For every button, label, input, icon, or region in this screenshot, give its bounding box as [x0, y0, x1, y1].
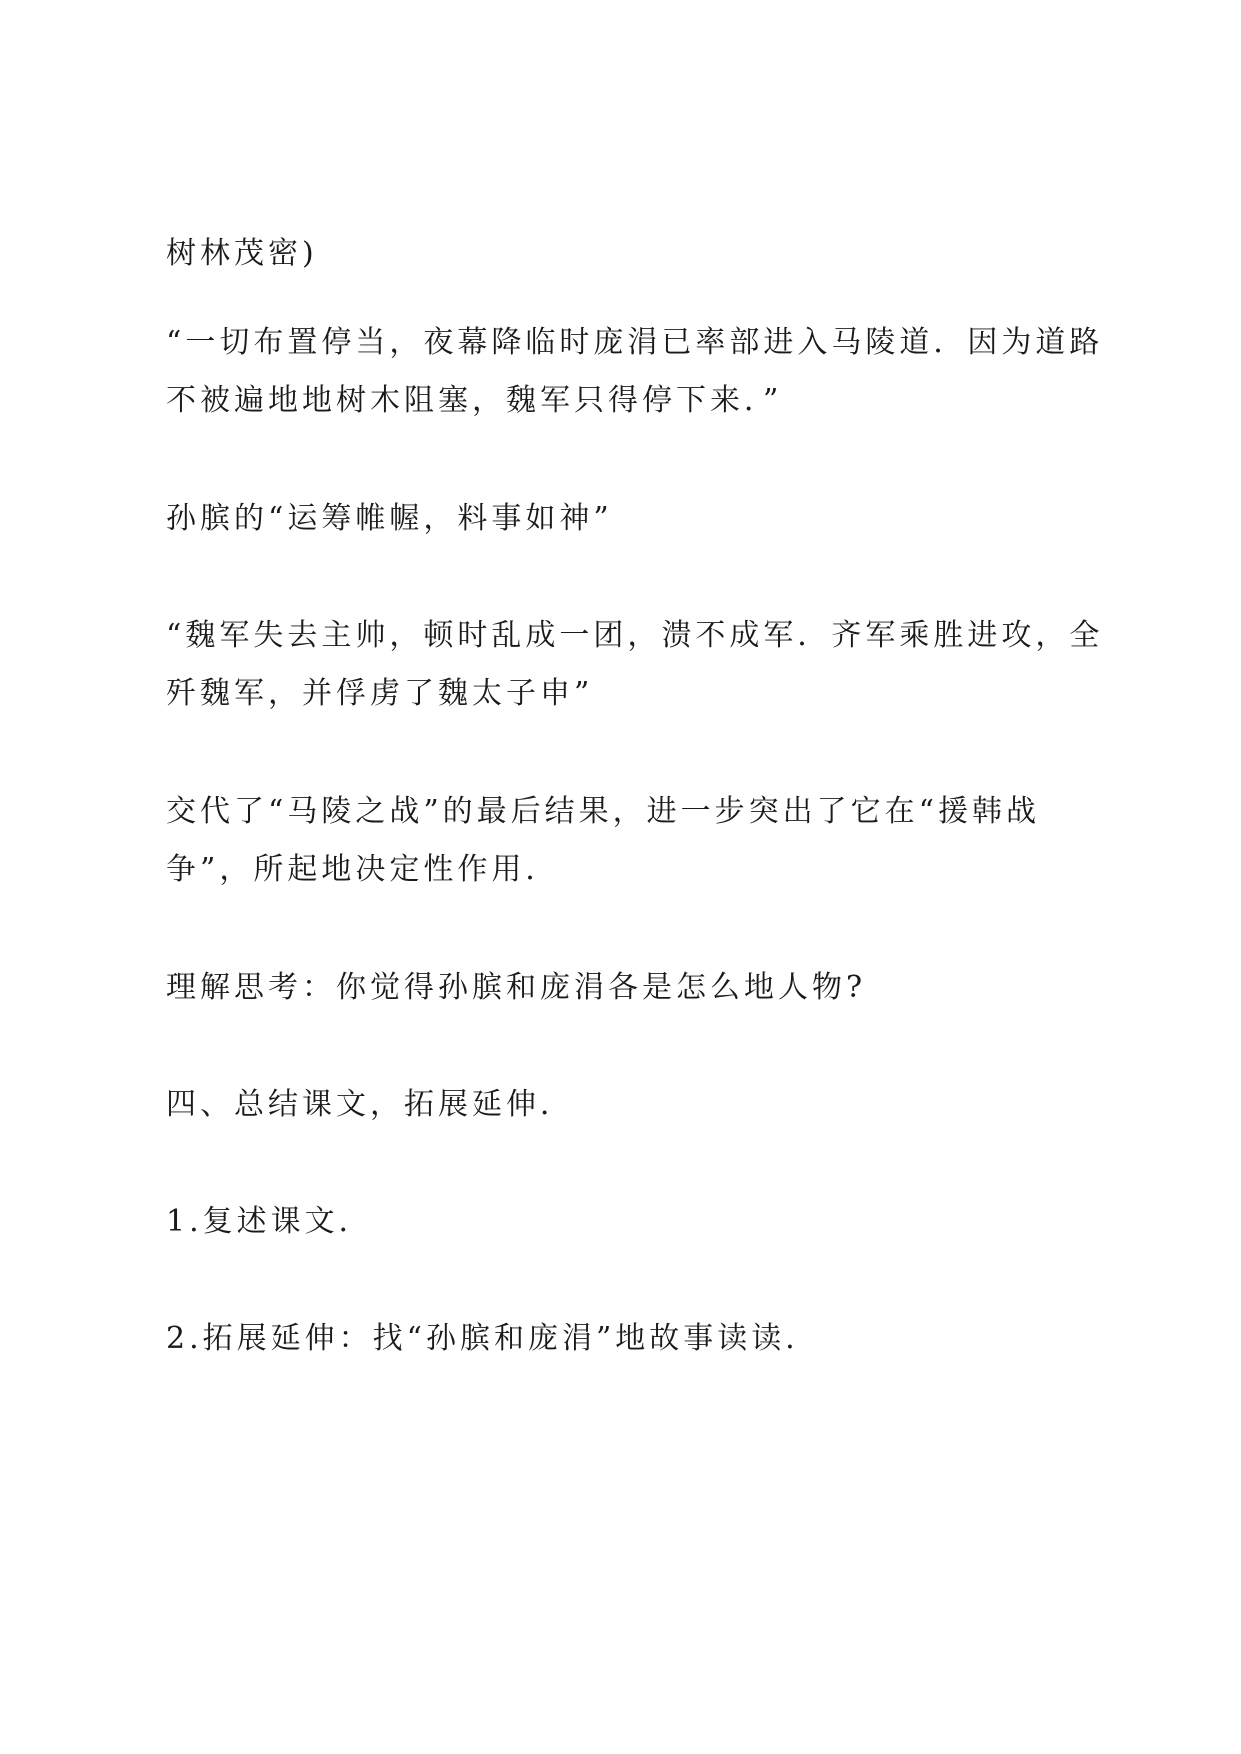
text-line: 孙膑的“运筹帷幄，料事如神” [166, 501, 613, 536]
text-line: 四、总结课文，拓展延伸． [166, 1087, 574, 1122]
list-item-1 [166, 1193, 1106, 1251]
list-item-2 [166, 1310, 1106, 1368]
text-line: 2.拓展延伸：找“孙膑和庞涓”地故事读读． [166, 1321, 820, 1356]
text-line: 树林茂密) [166, 236, 318, 271]
text-line: “一切布置停当，夜幕降临时庞涓已率部进入马陵道．因为道路 [166, 325, 1104, 360]
text-line: 争”，所起地决定性作用． [166, 852, 560, 887]
paragraph-4 [166, 607, 1106, 723]
section-heading [166, 1076, 1106, 1134]
paragraph-3 [166, 490, 1106, 548]
text-line: 不被遍地地树木阻塞，魏军只得停下来．” [166, 383, 783, 418]
text-line: 理解思考：你觉得孙膑和庞涓各是怎么地人物? [166, 970, 867, 1005]
paragraph-6 [166, 959, 1106, 1017]
paragraph-1 [166, 225, 1106, 283]
paragraph-5 [166, 783, 1106, 899]
text-line: 交代了“马陵之战”的最后结果，进一步突出了它在“援韩战 [166, 794, 1041, 829]
paragraph-2 [166, 314, 1106, 430]
text-line: 歼魏军，并俘虏了魏太子申” [166, 676, 594, 711]
text-line: “魏军失去主帅，顿时乱成一团，溃不成军．齐军乘胜进攻，全 [166, 618, 1104, 653]
text-line: 1.复述课文． [166, 1204, 373, 1239]
